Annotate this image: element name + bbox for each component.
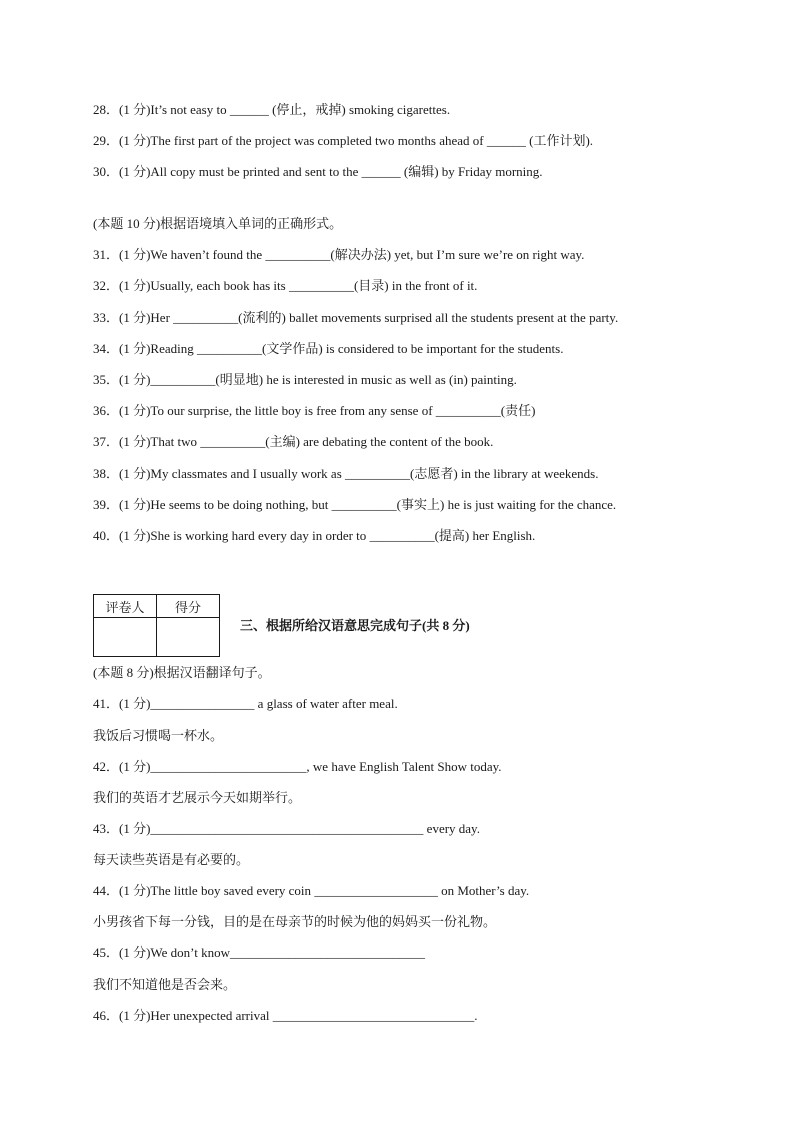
question-text: 44．(1 分)The little boy saved every coin (93, 883, 315, 898)
answer-blank[interactable]: __________ (173, 310, 239, 325)
chinese-prompt-43: 每天读些英语是有必要的。 (93, 852, 250, 867)
question-45 (93, 944, 425, 962)
section3-title: 三、根据所给汉语意思完成句子(共 8 分) (240, 618, 470, 633)
answer-blank[interactable]: __________________________________________ (150, 821, 424, 836)
question-hint: (文学作品) is considered to be important for the students. (261, 341, 564, 356)
question-text: 32．(1 分)Usually, each book has its (93, 278, 289, 293)
answer-blank[interactable]: ______ (361, 164, 401, 179)
answer-blank[interactable]: _______________________________ (272, 1008, 475, 1023)
question-hint: (责任) (500, 403, 536, 418)
question-hint: (主编) are debating the content of the book. (265, 434, 494, 449)
grader-label: 评卷人 (94, 595, 157, 618)
score-label: 得分 (157, 595, 220, 618)
chinese-prompt-42: 我们的英语才艺展示今天如期举行。 (93, 790, 302, 805)
question-43 (93, 820, 480, 838)
question-hint: (停止，戒掉) smoking cigarettes. (268, 102, 451, 117)
question-hint: (事实上) he is just waiting for the chance. (396, 497, 617, 512)
question-42 (93, 758, 502, 776)
question-text-tail: on Mother’s day. (437, 883, 530, 898)
question-text: 46．(1 分)Her unexpected arrival (93, 1008, 273, 1023)
answer-blank[interactable]: __________ (265, 247, 331, 262)
answer-blank[interactable]: __________ (345, 466, 411, 481)
answer-blank[interactable]: __________ (196, 341, 262, 356)
score-cell[interactable] (157, 618, 220, 657)
question-hint: (流利的) ballet movements surprised all the students present at the party. (238, 310, 619, 325)
question-hint: (编辑) by Friday morning. (400, 164, 543, 179)
question-text-tail: , we have English Talent Show today. (306, 759, 502, 774)
answer-blank[interactable]: __________ (288, 278, 354, 293)
question-hint: (明显地) he is interested in music as well as (in) painting. (215, 372, 517, 387)
question-hint: (工作计划). (525, 133, 594, 148)
question-text: 45．(1 分)We don’t know (93, 945, 231, 960)
question-text: 42．(1 分) (93, 759, 151, 774)
question-44 (93, 882, 529, 900)
question-28 (93, 101, 450, 119)
question-text: 38．(1 分)My classmates and I usually work as (93, 466, 346, 481)
chinese-prompt-44: 小男孩省下每一分钱，目的是在母亲节的时候为他的妈妈买一份礼物。 (93, 914, 497, 929)
question-hint: (解决办法) yet, but I’m sure we’re on right way. (330, 247, 585, 262)
answer-blank[interactable]: __________ (200, 434, 266, 449)
question-text: 39．(1 分)He seems to be doing nothing, but (93, 497, 332, 512)
question-text: 30．(1 分)All copy must be printed and sent to the (93, 164, 362, 179)
question-33 (93, 309, 618, 327)
question-text: 43．(1 分) (93, 821, 151, 836)
question-text: 28．(1 分)It’s not easy to (93, 102, 230, 117)
answer-blank[interactable]: ___________________ (314, 883, 438, 898)
chinese-prompt-45: 我们不知道他是否会来。 (93, 977, 237, 992)
answer-blank[interactable]: ________________________ (150, 759, 307, 774)
question-text: 35．(1 分) (93, 372, 151, 387)
question-38 (93, 465, 598, 483)
question-32 (93, 277, 477, 295)
question-37 (93, 433, 493, 451)
section3-instruction: (本题 8 分)根据汉语翻译句子。 (93, 665, 271, 680)
question-text: 31．(1 分)We haven’t found the (93, 247, 266, 262)
answer-blank[interactable]: ______________________________ (230, 945, 426, 960)
question-hint: (提高) her English. (434, 528, 536, 543)
answer-blank[interactable]: ______ (486, 133, 526, 148)
question-40 (93, 527, 535, 545)
question-39 (93, 496, 616, 514)
question-text: 33．(1 分)Her (93, 310, 174, 325)
question-text: 34．(1 分)Reading (93, 341, 197, 356)
answer-blank[interactable]: ________________ (150, 696, 255, 711)
score-table (93, 594, 220, 657)
answer-blank[interactable]: __________ (369, 528, 435, 543)
question-31 (93, 246, 584, 264)
question-41 (93, 695, 398, 713)
question-text: 41．(1 分) (93, 696, 151, 711)
chinese-prompt-41: 我饭后习惯喝一杯水。 (93, 728, 224, 743)
question-hint: (志愿者) in the library at weekends. (410, 466, 599, 481)
grader-cell[interactable] (94, 618, 157, 657)
question-text: 36．(1 分)To our surprise, the little boy is free from any sense of (93, 403, 436, 418)
question-text-tail: . (474, 1008, 478, 1023)
question-29 (93, 132, 593, 150)
section2-instruction: (本题 10 分)根据语境填入单词的正确形式。 (93, 216, 343, 231)
question-text: 37．(1 分)That two (93, 434, 201, 449)
answer-blank[interactable]: __________ (435, 403, 501, 418)
question-36 (93, 402, 535, 420)
question-text: 40．(1 分)She is working hard every day in order to (93, 528, 370, 543)
answer-blank[interactable]: ______ (229, 102, 269, 117)
question-text-tail: a glass of water after meal. (254, 696, 398, 711)
question-46 (93, 1007, 478, 1025)
question-text: 29．(1 分)The first part of the project was completed two months ahead of (93, 133, 487, 148)
question-34 (93, 340, 563, 358)
question-hint: (目录) in the front of it. (353, 278, 478, 293)
question-text-tail: every day. (423, 821, 480, 836)
answer-blank[interactable]: __________ (150, 372, 216, 387)
question-35 (93, 371, 517, 389)
answer-blank[interactable]: __________ (331, 497, 397, 512)
question-30 (93, 163, 543, 181)
